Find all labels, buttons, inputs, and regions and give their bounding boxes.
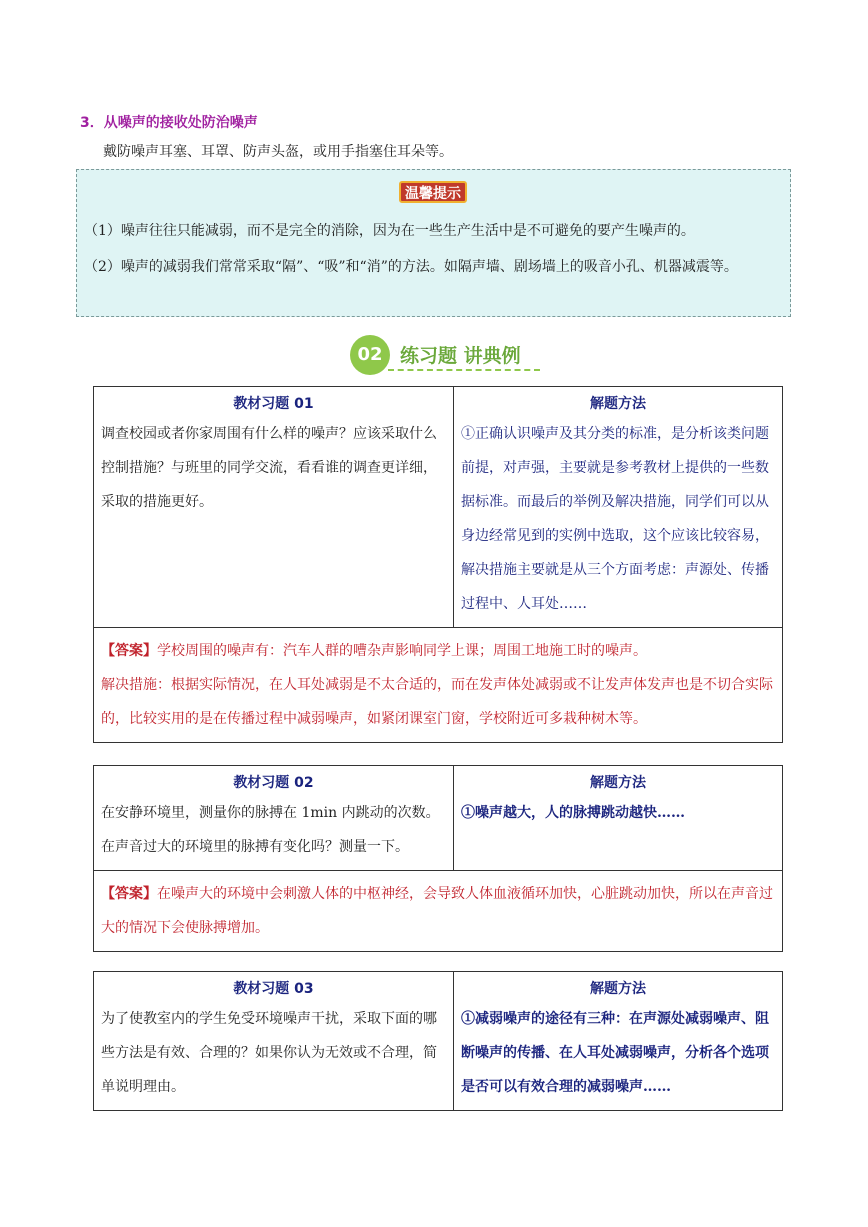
- exercise-table-2: [93, 765, 783, 952]
- section-title: 3．从噪声的接收处防治噪声: [80, 115, 258, 131]
- method-text: ①正确认识噪声及其分类的标准，是分析该类问题前提，对声强，主要就是参考教材上提供的一些数据标准。而最后的举例及解决措施，同学们可以从身边经常见到的实例中选取，这个应该比较容易，解决措施主要就是从三个方面考虑：声源处、传播过程中、人耳处……: [461, 426, 769, 612]
- method-cell: [454, 387, 783, 628]
- answer-text: [101, 877, 775, 945]
- exercise-title: 教材习题 03: [233, 981, 314, 997]
- method-title: 解题方法: [590, 775, 646, 791]
- answer-cell: [94, 871, 783, 952]
- question-cell: [94, 972, 454, 1111]
- method-title: 解题方法: [590, 396, 646, 412]
- exercise-table-3: [93, 971, 783, 1111]
- question-text: 调查校园或者你家周围有什么样的噪声？应该采取什么控制措施？与班里的同学交流，看看谁的调查更详细，采取的措施更好。: [101, 426, 437, 510]
- tip-line-1: （1）噪声往往只能减弱，而不是完全的消除，因为在一些生产生活中是不可避免的要产生噪声的。: [84, 223, 695, 239]
- header-title: 练习题 讲典例: [400, 345, 521, 367]
- method-text: ①减弱噪声的途径有三种：在声源处减弱噪声、阻断噪声的传播、在人耳处减弱噪声，分析各个选项是否可以有效合理的减弱噪声……: [461, 1011, 769, 1095]
- exercise-table-1: [93, 386, 783, 743]
- answer-label: 【答案】: [101, 643, 157, 659]
- method-cell: [454, 972, 783, 1111]
- exercise-title: 教材习题 01: [233, 396, 314, 412]
- header-number: 02: [350, 335, 390, 375]
- answer-label: 【答案】: [101, 886, 157, 902]
- header-underline: [388, 369, 540, 371]
- exercise-title: 教材习题 02: [233, 775, 314, 791]
- question-text: 在安静环境里，测量你的脉搏在 1min 内跳动的次数。在声音过大的环境里的脉搏有变化吗？测量一下。: [101, 805, 440, 855]
- answer-body: 在噪声大的环境中会刺激人体的中枢神经，会导致人体血液循环加快，心脏跳动加快，所以在声音过大的情况下会使脉搏增加。: [101, 886, 773, 936]
- method-cell: [454, 766, 783, 871]
- answer-text-2: 解决措施：根据实际情况，在人耳处减弱是不太合适的，而在发声体处减弱或不让发声体发声也是不切合实际的，比较实用的是在传播过程中减弱噪声，如紧闭课室门窗，学校附近可多栽种树木等。: [101, 677, 773, 727]
- method-title: 解题方法: [590, 981, 646, 997]
- answer-cell: [94, 628, 783, 743]
- question-text: 为了使教室内的学生免受环境噪声干扰，采取下面的哪些方法是有效、合理的？如果你认为无效或不合理，简单说明理由。: [101, 1011, 437, 1095]
- answer-text: [101, 634, 775, 668]
- question-cell: [94, 387, 454, 628]
- tip-badge: 温馨提示: [399, 181, 467, 203]
- question-cell: [94, 766, 454, 871]
- answer-body: 学校周围的噪声有：汽车人群的嘈杂声影响同学上课；周围工地施工时的噪声。: [157, 643, 647, 659]
- method-text: ①噪声越大，人的脉搏跳动越快……: [461, 805, 685, 821]
- section-text: 戴防噪声耳塞、耳罩、防声头盔，或用手指塞住耳朵等。: [103, 144, 453, 160]
- tip-line-2: （2）噪声的减弱我们常常采取“隔”、“吸”和“消”的方法。如隔声墙、剧场墙上的吸音小孔、机器减震等。: [84, 259, 738, 275]
